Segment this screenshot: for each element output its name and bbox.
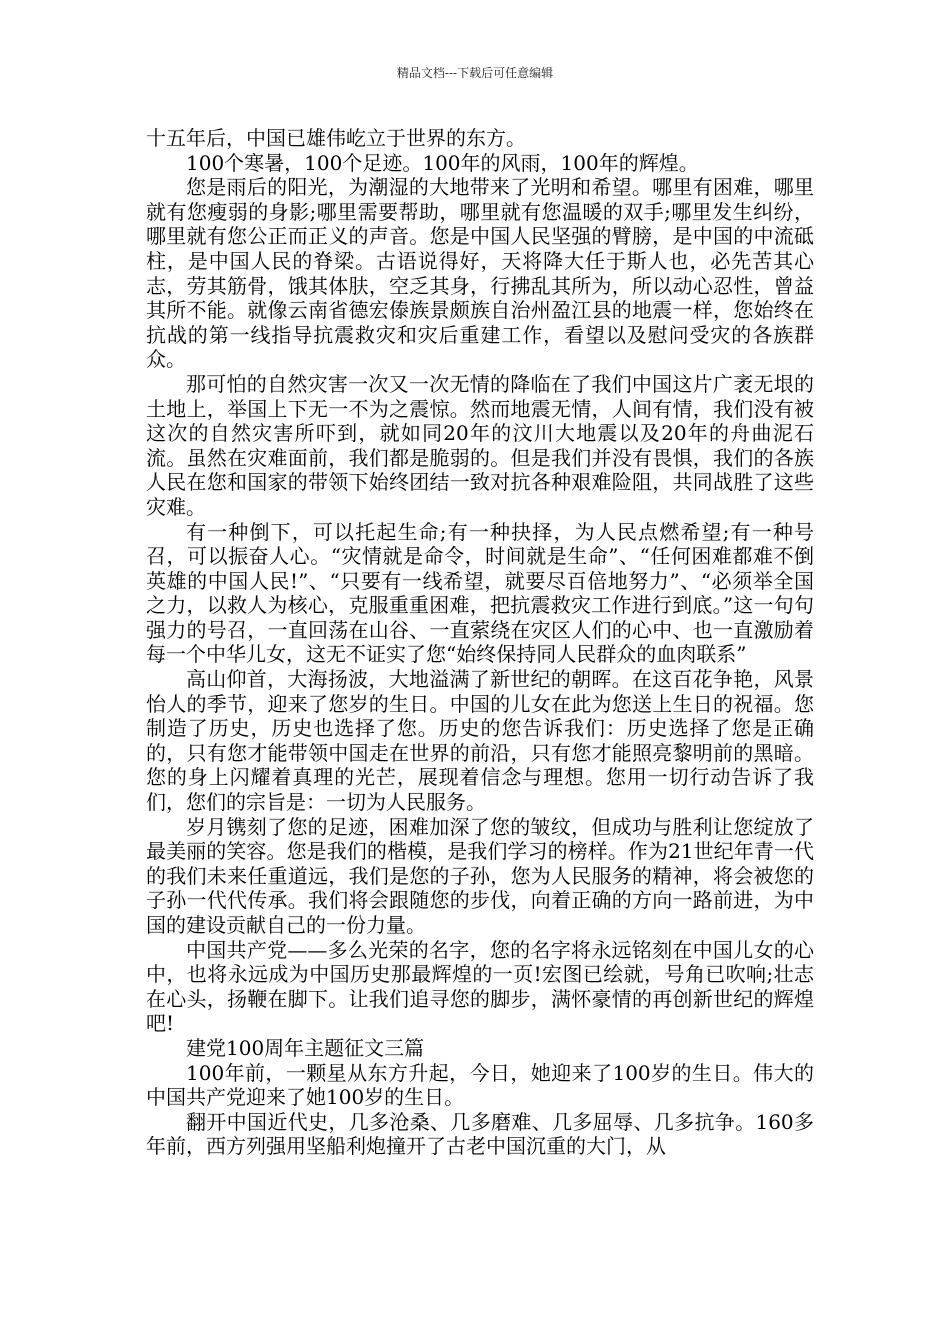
paragraph: 100个寒暑，100个足迹。100年的风雨，100年的辉煌。: [186, 150, 699, 175]
paragraph: 十五年后，中国已雄伟屹立于世界的东方。: [146, 126, 526, 150]
paragraph: 翻开中国近代史，几多沧桑、几多磨难、几多屈辱、几多抗争。160多年前，西方列强用坚船利炮撞开了古老中国沉重的大门，从: [146, 1109, 814, 1159]
paragraph: 您是雨后的阳光，为潮湿的大地带来了光明和希望。哪里有困难，哪里就有您瘦弱的身影;哪里需要帮助，哪里就有您温暖的双手;哪里发生纠纷，哪里就有您公正而正义的声音。您是中国人民坚强的臂膀，是中国的中流砥柱，是中国人民的脊梁。古语说得好，天将降大任于斯人也，必先苦其心志，劳其筋骨，饿其体肤，空乏其身，行拂乱其所为，所以动心忍性，曾益其所不能。就像云南省德宏傣族景颇族自治州盈江县的地震一样，您始终在抗战的第一线指导抗震救灾和灾后重建工作，看望以及慰问受灾的各族群众。: [146, 175, 814, 372]
section-title: 建党100周年主题征文三篇: [186, 1035, 425, 1060]
paragraph: 中国共产党——多么光荣的名字，您的名字将永远铭刻在中国儿女的心中，也将永远成为中国历史那最辉煌的一页!宏图已绘就，号角已吹响;壮志在心头，扬鞭在脚下。让我们追寻您的脚步，满怀豪情的再创新世纪的辉煌吧!: [146, 937, 814, 1036]
paragraph: 100年前，一颗星从东方升起，今日，她迎来了100岁的生日。伟大的中国共产党迎来了她100岁的生日。: [146, 1060, 814, 1110]
document-body: [146, 126, 814, 1159]
paragraph: 岁月镌刻了您的足迹，困难加深了您的皱纹，但成功与胜利让您绽放了最美丽的笑容。您是我们的楷模，是我们学习的榜样。作为21世纪年青一代的我们未来任重道远，我们是您的子孙，您为人民服务的精神，将会被您的子孙一代代传承。我们将会跟随您的步伐，向着正确的方向一路前进，为中国的建设贡献自己的一份力量。: [146, 814, 814, 937]
paragraph: 那可怕的自然灾害一次又一次无情的降临在了我们中国这片广袤无垠的土地上，举国上下无一不为之震惊。然而地震无情，人间有情，我们没有被这次的自然灾害所吓到，就如同20年的汶川大地震以及20年的舟曲泥石流。虽然在灾难面前，我们都是脆弱的。但是我们并没有畏惧，我们的各族人民在您和国家的带领下始终团结一致对抗各种艰难险阻，共同战胜了这些灾难。: [146, 371, 814, 519]
paragraph: 有一种倒下，可以托起生命;有一种抉择，为人民点燃希望;有一种号召，可以振奋人心。“灾情就是命令，时间就是生命”、“任何困难都难不倒英雄的中国人民!”、“只要有一线希望，就要尽百倍地努力”、“必须举全国之力，以救人为核心，克服重重困难，把抗震救灾工作进行到底。”这一句句强力的号召，一直回荡在山谷、一直萦绕在灾区人们的心中、也一直激励着每一个中华儿女，这无不证实了您“始终保持同人民群众的血肉联系”: [146, 519, 814, 667]
paragraph: 高山仰首，大海扬波，大地溢满了新世纪的朝晖。在这百花争艳，风景怡人的季节，迎来了您岁的生日。中国的儿女在此为您送上生日的祝福。您制造了历史，历史也选择了您。历史的您告诉我们：历史选择了您是正确的，只有您才能带领中国走在世界的前沿，只有您才能照亮黎明前的黑暗。您的身上闪耀着真理的光芒，展现着信念与理想。您用一切行动告诉了我们，您们的宗旨是：一切为人民服务。: [146, 667, 814, 815]
page-header: 精品文档---下载后可任意编辑: [396, 66, 554, 80]
